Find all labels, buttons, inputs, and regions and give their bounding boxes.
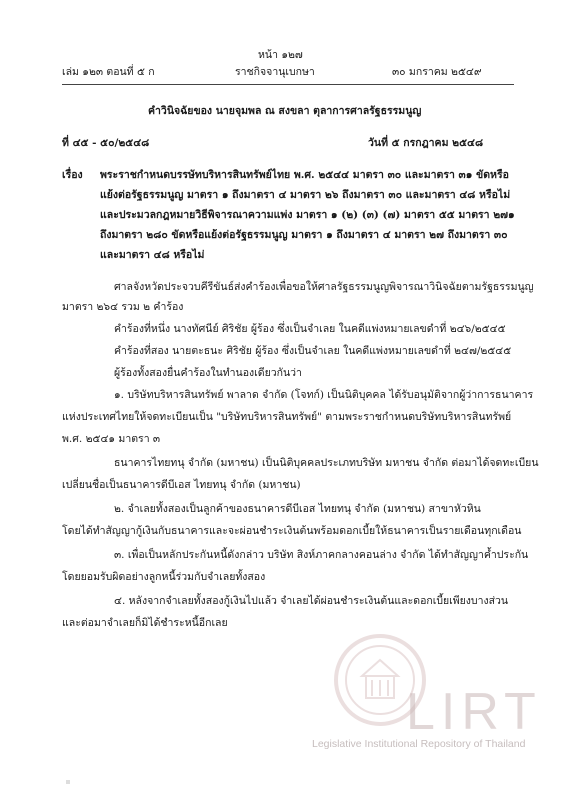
document-title: คำวินิจฉัยของ นายจุมพล ณ สงขลา ตุลาการศาลรัฐธรรมนูญ xyxy=(148,105,422,117)
volume-info: เล่ม ๑๒๓ ตอนที่ ๕ ก xyxy=(62,66,155,78)
body-line: คำร้องที่สอง นายตะธนะ ศิริชัย ผู้ร้อง ซึ่งเป็นจำเลย ในคดีแพ่งหมายเลขดำที่ ๒๔๗/๒๕๔๕ xyxy=(114,345,512,357)
subject-line: ถึงมาตรา ๒๘๐ ขัดหรือแย้งต่อรัฐธรรมนูญ มาตรา ๑ ถึงมาตรา ๔ มาตรา ๒๗ ถึงมาตรา ๓๐ xyxy=(100,229,508,241)
body-line: ๒. จำเลยทั้งสองเป็นลูกค้าของธนาคารดีบีเอส ไทยทนุ จำกัด (มหาชน) สาขาหัวหิน xyxy=(114,503,481,515)
body-line: เปลี่ยนชื่อเป็นธนาคารดีบีเอส ไทยทนุ จำกัด (มหาชน) xyxy=(62,479,301,491)
body-line: ธนาคารไทยทนุ จำกัด (มหาชน) เป็นนิติบุคคลประเภทบริษัท มหาชน จำกัด ต่อมาได้จดทะเบียน xyxy=(114,457,539,469)
gazette-name: ราชกิจจานุเบกษา xyxy=(235,66,315,78)
header-rule xyxy=(62,84,514,85)
body-line: ๔. หลังจากจำเลยทั้งสองกู้เงินไปแล้ว จำเลยได้ผ่อนชำระเงินต้นและดอกเบี้ยเพียงบางส่วน xyxy=(114,595,509,607)
body-line: ๓. เพื่อเป็นหลักประกันหนี้ดังกล่าว บริษัท สิงห์ภาคกลางคอนล่าง จำกัด ได้ทำสัญญาค้ำประกัน xyxy=(114,549,529,561)
body-line: โดยยอมรับผิดอย่างลูกหนี้ร่วมกับจำเลยทั้งสอง xyxy=(62,571,266,583)
body-line: ศาลจังหวัดประจวบคีรีขันธ์ส่งคำร้องเพื่อขอให้ศาลรัฐธรรมนูญพิจารณาวินิจฉัยตามรัฐธรรมนูญ xyxy=(114,281,534,293)
body-line: พ.ศ. ๒๕๔๑ มาตรา ๓ xyxy=(62,433,161,445)
body-line: และต่อมาจำเลยก็มิได้ชำระหนี้อีกเลย xyxy=(62,617,228,629)
body-line: ๑. บริษัทบริหารสินทรัพย์ พาลาด จำกัด (โจทก์) เป็นนิติบุคคล ได้รับอนุมัติจากผู้ว่าการธนาคาร xyxy=(114,389,534,401)
body-line: คำร้องที่หนึ่ง นางทัศนีย์ ศิริชัย ผู้ร้อง ซึ่งเป็นจำเลย ในคดีแพ่งหมายเลขดำที่ ๒๔๖/๒๕๔๕ xyxy=(114,323,506,335)
watermark-logo: LIRT xyxy=(406,683,542,741)
case-number: ที่ ๔๕ - ๕๐/๒๕๔๘ xyxy=(62,137,150,149)
watermark-subtitle: Legislative Institutional Repository of Thailand xyxy=(312,738,526,750)
subject-line: แย้งต่อรัฐธรรมนูญ มาตรา ๑ ถึงมาตรา ๔ มาตรา ๒๖ ถึงมาตรา ๓๐ และมาตรา ๔๘ หรือไม่ xyxy=(100,189,511,201)
body-line: แห่งประเทศไทยให้จดทะเบียนเป็น "บริษัทบริหารสินทรัพย์" ตามพระราชกำหนดบริษัทบริหารสินทรัพย์ xyxy=(62,411,512,423)
body-line: โดยได้ทำสัญญากู้เงินกับธนาคารและจะผ่อนชำระเงินต้นพร้อมดอกเบี้ยให้ธนาคารเป็นรายเดือนทุกเดือน xyxy=(62,525,522,537)
subject-line: และมาตรา ๔๘ หรือไม่ xyxy=(100,249,205,261)
scan-artifact xyxy=(66,780,70,784)
gazette-date: ๓๐ มกราคม ๒๕๔๙ xyxy=(392,66,482,78)
page-number: หน้า ๑๒๗ xyxy=(258,49,303,61)
body-line: ผู้ร้องทั้งสองยื่นคำร้องในทำนองเดียวกันว่า xyxy=(114,367,302,379)
subject-line: พระราชกำหนดบรรษัทบริหารสินทรัพย์ไทย พ.ศ. ๒๕๔๔ มาตรา ๓๐ และมาตรา ๓๑ ขัดหรือ xyxy=(100,169,509,181)
body-line: มาตรา ๒๖๔ รวม ๒ คำร้อง xyxy=(62,301,184,313)
subject-label: เรื่อง xyxy=(62,169,83,181)
decision-date: วันที่ ๕ กรกฎาคม ๒๕๔๘ xyxy=(368,137,484,149)
subject-line: และประมวลกฎหมายวิธีพิจารณาความแพ่ง มาตรา ๑ (๒) (๓) (๗) มาตรา ๕๕ มาตรา ๒๗๑ xyxy=(100,209,515,221)
